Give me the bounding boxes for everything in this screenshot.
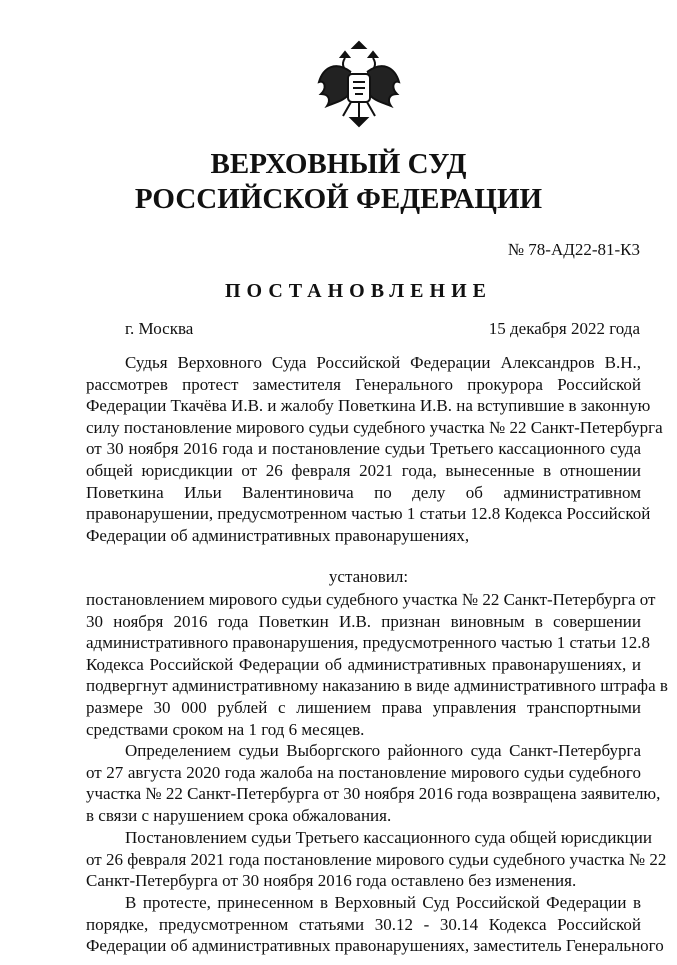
coat-of-arms-icon [315, 38, 403, 130]
paragraph-line: Федерации Ткачёва И.В. и жалобу Поветкина И.В. на вступившие в законную [86, 396, 651, 416]
paragraph-line: от 30 ноября 2016 года и постановление судьи Третьего кассационного суда [86, 439, 641, 459]
case-number: № 78-АД22-81-К3 [507, 240, 640, 259]
paragraph-line: Судья Верховного Суда Российской Федерации Александров В.Н., [125, 353, 641, 372]
paragraph-line: административного правонарушения, предусмотренного частью 1 статьи 12.8 [86, 633, 651, 653]
paragraph-line: общей юрисдикции от 26 февраля 2021 года, вынесенные в отношении [86, 461, 641, 480]
paragraph-line: в связи с нарушением срока обжалования. [86, 805, 392, 825]
paragraph-line: 30 ноября 2016 года Поветкин И.В. признан виновным в совершении [86, 611, 641, 631]
paragraph-line: от 27 августа 2020 года жалоба на постановление мирового судьи судебного [86, 762, 641, 782]
paragraph-line: рассмотрев протест заместителя Генерального прокурора Российской [86, 374, 641, 394]
established-heading: установил: [328, 567, 409, 586]
paragraph-line: подвергнут административному наказанию в виде административного штрафа в [86, 676, 668, 696]
document-type: ПОСТАНОВЛЕНИЕ [225, 280, 492, 302]
paragraph-line: средствами сроком на 1 год 6 месяцев. [86, 719, 365, 739]
paragraph-line: постановлением мирового судьи судебного участка № 22 Санкт-Петербурга от [86, 590, 656, 609]
paragraph-line: Постановлением судьи Третьего кассационного суда общей юрисдикции [125, 828, 652, 847]
paragraph-line: правонарушении, предусмотренном частью 1 статьи 12.8 Кодекса Российской [86, 504, 651, 524]
paragraph-line: размере 30 000 рублей с лишением права управления транспортными [86, 698, 641, 717]
paragraph-line: Кодекса Российской Федерации об административных правонарушениях, и [86, 654, 641, 674]
paragraph-line: силу постановление мирового судьи судебного участка № 22 Санкт-Петербурга [86, 417, 663, 437]
paragraph-line: Федерации об административных правонарушениях, заместитель Генерального [86, 936, 664, 956]
paragraph-line: В протесте, принесенном в Верховный Суд Российской Федерации в [125, 893, 641, 912]
court-name-line1: ВЕРХОВНЫЙ СУД [210, 148, 467, 180]
court-name-line2: РОССИЙСКОЙ ФЕДЕРАЦИИ [134, 183, 543, 215]
paragraph-line: Поветкина Ильи Валентиновича по делу об административном [86, 482, 641, 502]
document-date: 15 декабря 2022 года [488, 319, 640, 338]
paragraph-line: участка № 22 Санкт-Петербурга от 30 ноября 2016 года возвращена заявителю, [86, 784, 661, 804]
paragraph-line: от 26 февраля 2021 года постановление мирового судьи судебного участка № 22 [86, 849, 667, 869]
paragraph-line: Определением судьи Выборгского районного суда Санкт-Петербурга [125, 741, 641, 760]
paragraph-line: порядке, предусмотренном статьями 30.12 - 30.14 Кодекса Российской [86, 914, 641, 934]
city: г. Москва [125, 319, 194, 338]
paragraph-line: Санкт-Петербурга от 30 ноября 2016 года оставлено без изменения. [86, 871, 577, 891]
paragraph-line: Федерации об административных правонарушениях, [86, 525, 470, 545]
